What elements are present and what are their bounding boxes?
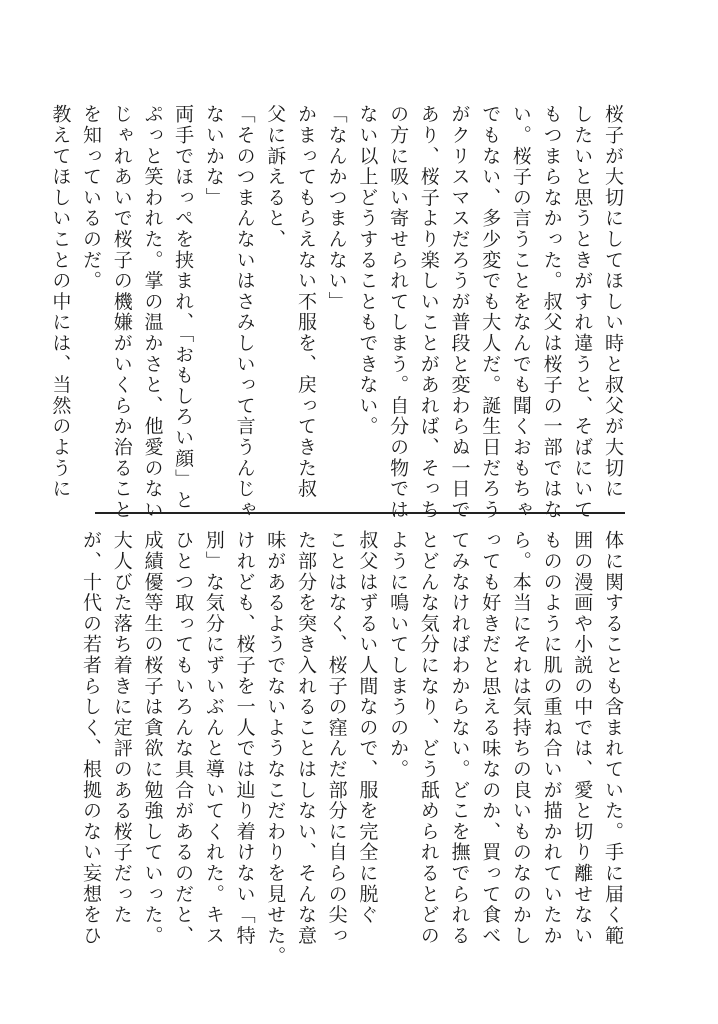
text-line: したいと思うときがすれ違うと、そばにいて bbox=[571, 104, 594, 520]
text-line: かまってもらえない不服を、戻ってきた叔 bbox=[294, 104, 317, 500]
text-line: 父に訴えると、 bbox=[264, 104, 287, 250]
text-line: 大人びた落ち着きに定評のある桜子だった bbox=[110, 530, 133, 926]
text-line: ように鳴いてしまうのか。 bbox=[387, 530, 410, 780]
text-line: 桜子が大切にしてほしい時と叔父が大切に bbox=[602, 104, 624, 500]
text-line: 教えてほしいことの中には、当然のように bbox=[49, 104, 72, 500]
text-line: 両手でほっぺを挟まれ、「おもしろい顔」と bbox=[172, 104, 195, 511]
text-line: もののように肌の重ね合いが描かれていたか bbox=[540, 530, 563, 946]
text-line: 「なんかつまんない」 bbox=[325, 104, 348, 312]
text-line: じゃれあいで桜子の機嫌がいくらか治ること bbox=[110, 104, 133, 520]
text-line: ぷっと笑われた。掌の温かさと、他愛のない bbox=[141, 104, 164, 520]
text-line: 別」な気分にずいぶんと導いてくれた。キス bbox=[202, 530, 225, 946]
text-line: ない以上どうすることもできない。 bbox=[356, 104, 379, 437]
text-line: 「そのつまんないはさみしいって言うんじゃ bbox=[233, 104, 256, 520]
text-line: 叔父はずるい人間なので、服を完全に脱ぐ bbox=[356, 530, 379, 926]
text-line: ことはなく、桜子の窪んだ部分に自らの尖っ bbox=[325, 530, 348, 946]
text-line: がクリスマスだろうが普段と変わらぬ一日で bbox=[448, 104, 471, 520]
text-line: 味があるようでないようなこだわりを見せた。 bbox=[264, 530, 287, 967]
text-line: てみなければわからない。どこを撫でられる bbox=[448, 530, 471, 946]
text-line: を知っているのだ。 bbox=[80, 104, 103, 292]
text-line: が、十代の若者らしく、根拠のない妄想をひ bbox=[80, 530, 103, 946]
text-line: ひとつ取ってもいろんな具合があるのだと、 bbox=[172, 530, 195, 946]
text-line: 成績優等生の桜子は貪欲に勉強していった。 bbox=[141, 530, 164, 946]
text-line: もつまらなかった。叔父は桜子の一部ではな bbox=[540, 104, 563, 520]
section-divider bbox=[95, 512, 625, 514]
text-line: 囲の漫画や小説の中では、愛と切り離せない bbox=[571, 530, 594, 946]
bottom-text-block bbox=[80, 530, 628, 967]
text-line: い。桜子の言うことをなんでも聞くおもちゃ bbox=[509, 104, 532, 520]
text-line: の方に吸い寄せられてしまう。自分の物では bbox=[387, 104, 410, 520]
text-line: でもない、多少変でも大人だ。誕生日だろう bbox=[479, 104, 502, 520]
top-text-block bbox=[49, 104, 628, 520]
text-line: あり、桜子より楽しいことがあれば、そっち bbox=[417, 104, 440, 520]
text-line: とどんな気分になり、どう舐められるとどの bbox=[417, 530, 440, 946]
text-line: 体に関することも含まれていた。手に届く範 bbox=[602, 530, 624, 946]
text-line: ら。本当にそれは気持ちの良いものなのかし bbox=[509, 530, 532, 946]
text-line: ないかな」 bbox=[202, 104, 225, 208]
text-line: けれども、桜子を一人では辿り着けない「特 bbox=[233, 530, 256, 946]
text-line: た部分を突き入れることはしない、そんな意 bbox=[294, 530, 317, 946]
text-line: っても好きだと思える味なのか、買って食べ bbox=[479, 530, 502, 946]
